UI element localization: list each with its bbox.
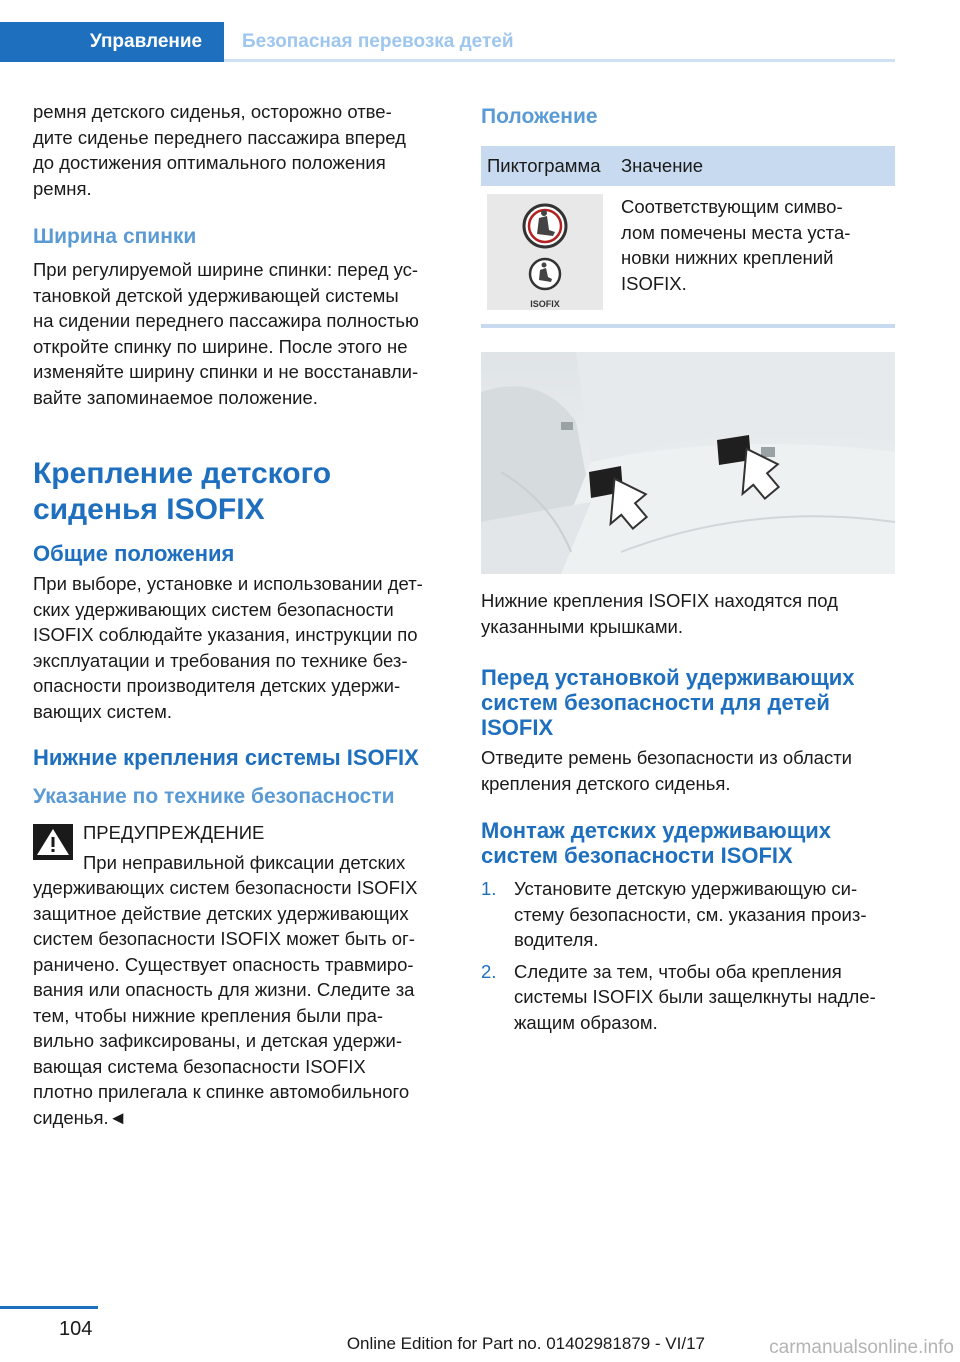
heading-general: Общие положения [33,541,235,566]
header-accent-bar [0,22,68,62]
watermark: carmanualsonline.info [769,1337,954,1358]
isofix-pictogram [487,194,603,310]
mounting-steps [481,876,895,1035]
page-number-rule [0,1306,98,1309]
table-bottom-rule [481,324,895,328]
paragraph-before-install: Отведите ремень безопасности из области крепления детского сиденья. [481,747,853,794]
table-header-meaning: Значение [615,146,895,186]
left-column [33,96,448,1130]
pictogram-table [481,146,895,318]
paragraph-belt: ремня детского сиденья, осторожно отве- дите сиденье переднего пассажира вперед до достижения оптимального положения ремня. [33,101,406,199]
paragraph-backrest: При регулируемой ширине спинки: перед ус- тановкой детской удерживающей системы на сидении переднего пассажира полностью откройте спинку по ширине. После этого не изменяйте ширину спинки и не восстанавли- вайте запоминаемое положение. [33,259,419,408]
warning-title: ПРЕДУПРЕЖДЕНИЕ [83,822,265,843]
warning-icon [33,824,73,860]
picto-isofix-label: ISOFIX [530,299,560,309]
heading-lower-anchors: Нижние крепления системы ISOFIX [33,745,419,770]
isofix-anchor-photo [481,352,895,574]
heading-position: Положение [481,105,598,128]
heading-isofix: Крепление детского сиденья ISOFIX [33,457,332,526]
heading-safety-note: Указание по технике безопасности [33,785,395,808]
table-row [481,186,895,318]
heading-mounting: Монтаж детских удерживающих систем безопасности ISOFIX [481,818,832,868]
tab-child-safety[interactable]: Безопасная перевозка детей [224,22,895,62]
edition-note: Online Edition for Part no. 01402981879 - VI/17 [346,1334,705,1353]
warning-block [33,820,448,1130]
warning-text: удерживающих систем безопасности ISOFIX защитное действие детских удерживающих систем безопасности ISOFIX может быть ог- раничено. Существует опасность травмиро- вания или опасность для жизни. Следите за тем, чтобы нижние крепления были пра- вильно зафиксированы, и детская удержи- вающая система безопасности ISOFIX плотно прилегала к спинке автомобильного сиденья.◄ [33,877,418,1128]
warning-first-line: При неправильной фиксации детских [83,851,406,873]
table-cell-meaning: Соответствующим симво- лом помечены места уста- новки нижних креплений ISOFIX. [621,196,851,294]
paragraph-general: При выборе, установке и использовании дет- ских удерживающих систем безопасности ISOFIX соблюдайте указания, инструкции по эксплуатации и требования по технике без- опасности производителя детских удержи- вающих систем. [33,573,423,722]
heading-before-install: Перед установкой удерживающих систем безопасности для детей ISOFIX [481,665,855,740]
page-header [0,0,960,70]
heading-backrest-width: Ширина спинки [33,225,197,248]
list-item: 1. Установите детскую удерживающую си- стему безопасности, см. указания произ- водителя. [481,878,867,950]
seat-illustration [481,352,895,574]
tab-control[interactable]: Управление [68,22,224,62]
right-column [481,96,895,1035]
table-header-pictogram: Пиктограмма [481,146,615,186]
photo-caption: Нижние крепления ISOFIX находятся под указанными крышками. [481,590,838,637]
list-item: 2. Следите за тем, чтобы оба крепления системы ISOFIX были защелкнуты надле- жащим образом. [481,960,876,1033]
page-number: 104 [59,1318,93,1340]
